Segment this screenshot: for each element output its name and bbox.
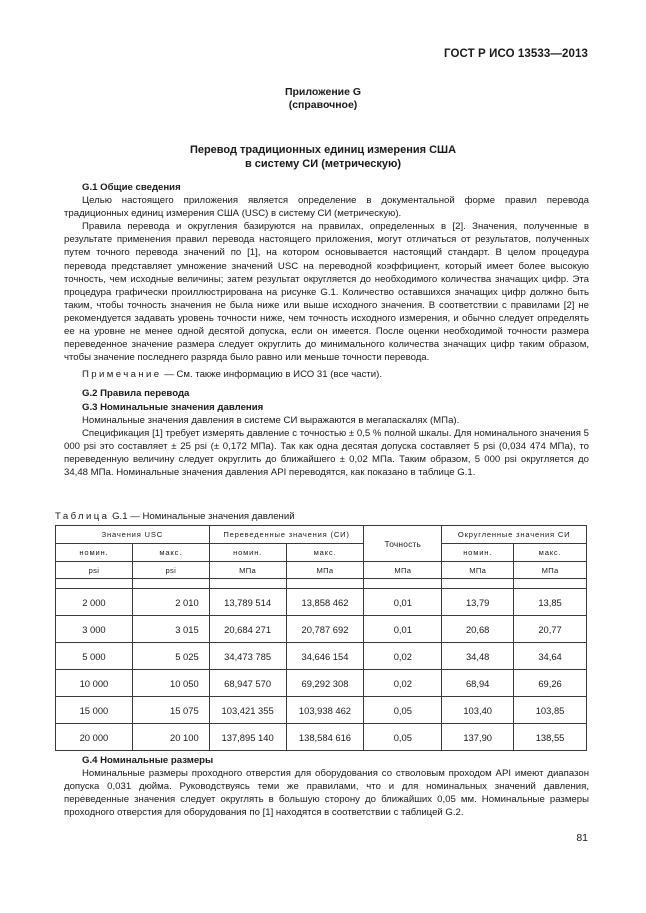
paragraph: Спецификация [1] требует измерять давление с точностью ± 0,5 % полной шкалы. Для номинального значения 5 000 psi это составляет ± 25 psi (± 0,172 МПа). Так как одна десятая допуска составляет 5 psi (0,034 474 МПа), то переведенную величину следует округлить до ближайшего ± 0,02 МПа. Таким образом, 5 000 psi округляется до 34,48 МПа. Номинальные значения давления API переводятся, как показано в таблице G.1. xyxy=(64,427,589,478)
section-g4-heading: G.4 Номинальные размеры xyxy=(82,755,214,766)
table-cell: 34,473 785 xyxy=(209,643,286,670)
unit-mpa: МПа xyxy=(286,562,364,579)
unit-psi: psi xyxy=(132,562,209,579)
paragraph: Целью настоящего приложения является определение в документальной форме правил перевода традиционных единиц измерения США (USC) в систему СИ (метрическую). xyxy=(64,195,589,220)
table-cell: 10 000 xyxy=(56,670,133,697)
header-rounded: Округленные значения СИ xyxy=(442,526,587,544)
annex-title-line2: в систему СИ (метрическую) xyxy=(244,158,402,170)
table-cell: 138,55 xyxy=(514,724,587,751)
table-cell: 0,05 xyxy=(364,697,442,724)
table-cell: 13,85 xyxy=(514,589,587,616)
note-text: — См. также информацию в ИСО 31 (все части). xyxy=(161,369,382,381)
annex-type: (справочное) xyxy=(288,99,358,111)
table-cell: 3 000 xyxy=(56,616,133,643)
table-cell: 13,858 462 xyxy=(286,589,364,616)
table-cell: 20 100 xyxy=(132,724,209,751)
table-row xyxy=(56,616,587,643)
header-nomin: номин. xyxy=(442,544,514,562)
header-maks: макс. xyxy=(514,544,587,562)
table-cell: 20,77 xyxy=(514,616,587,643)
table-cell: 0,02 xyxy=(364,643,442,670)
table-cell: 34,646 154 xyxy=(286,643,364,670)
table-cell: 103,85 xyxy=(514,697,587,724)
note xyxy=(64,368,589,381)
table-cell: 5 000 xyxy=(56,643,133,670)
header-usc: Значения USC xyxy=(56,526,210,544)
table-caption xyxy=(55,511,295,522)
table-cell: 3 015 xyxy=(132,616,209,643)
paragraph: Номинальные размеры проходного отверстия для оборудования со стволовым проходом API имеют диапазон допуска 0,031 дюйма. Руководствуясь теми же правилами, что и для номинальных значений давления, переведенные значения следует округлять в большую сторону до ближайших 0,05 мм. Номинальные размеры проходного отверстия для оборудования по [1] находятся в соответствии с таблицей G.2. xyxy=(64,768,589,819)
unit-mpa: МПа xyxy=(209,562,286,579)
annex-title xyxy=(0,143,646,171)
header-maks: макс. xyxy=(132,544,209,562)
table-row xyxy=(56,724,587,751)
table-cell: 0,01 xyxy=(364,589,442,616)
annex-label-block xyxy=(0,86,646,112)
table-cell: 5 025 xyxy=(132,643,209,670)
table-cell: 2 010 xyxy=(132,589,209,616)
table-row xyxy=(56,643,587,670)
page-number: 81 xyxy=(576,832,588,844)
section-g3-heading: G.3 Номинальные значения давления xyxy=(82,401,264,413)
table-cell: 103,421 355 xyxy=(209,697,286,724)
unit-mpa: МПа xyxy=(514,562,587,579)
table-cell: 20 000 xyxy=(56,724,133,751)
table-cell: 0,01 xyxy=(364,616,442,643)
table-row xyxy=(56,697,587,724)
paragraph: Номинальные значения давления в системе СИ выражаются в мегапаскалях (МПа). xyxy=(82,414,460,426)
section-g2-heading: G.2 Правила перевода xyxy=(82,388,190,400)
table-cell: 103,938 462 xyxy=(286,697,364,724)
table-cell: 15 000 xyxy=(56,697,133,724)
main-text-continued xyxy=(64,754,589,819)
unit-mpa: МПа xyxy=(364,562,442,579)
table-cell: 0,05 xyxy=(364,724,442,751)
header-si: Переведенные значения (СИ) xyxy=(209,526,364,544)
unit-mpa: МПа xyxy=(442,562,514,579)
table-cell: 138,584 616 xyxy=(286,724,364,751)
table-cell: 15 075 xyxy=(132,697,209,724)
document-code: ГОСТ Р ИСО 13533—2013 xyxy=(443,48,588,60)
table-cell: 20,787 692 xyxy=(286,616,364,643)
table-cell: 13,789 514 xyxy=(209,589,286,616)
table-cell: 137,895 140 xyxy=(209,724,286,751)
table-cell: 103,40 xyxy=(442,697,514,724)
table-cell: 2 000 xyxy=(56,589,133,616)
table-cell: 137,90 xyxy=(442,724,514,751)
table-cell: 0,02 xyxy=(364,670,442,697)
header-accuracy: Точность xyxy=(364,526,442,562)
table-cell: 20,68 xyxy=(442,616,514,643)
header-nomin: номин. xyxy=(209,544,286,562)
table-cell: 68,94 xyxy=(442,670,514,697)
table-cell: 69,292 308 xyxy=(286,670,364,697)
table-cell: 10 050 xyxy=(132,670,209,697)
table-caption-text: G.1 — Номинальные значения давлений xyxy=(109,511,295,522)
table-cell: 68,947 570 xyxy=(209,670,286,697)
table-row xyxy=(56,589,587,616)
unit-psi: psi xyxy=(56,562,133,579)
pressure-table xyxy=(55,525,587,751)
header-nomin: номин. xyxy=(56,544,133,562)
paragraph: Правила перевода и округления базируются на правилах, определенных в [2]. Значения, полученные в результате применения правил перевода настоящего приложения, могут отличаться от результатов, полученных путем точного перевода значений по [1], на котором основывается настоящий стандарт. В целом процедура перевода представляет умножение значений USC на переводной коэффициент, который имеет более высокую точность, чем исходные величины; затем результат округляется до необходимого количества значащих цифр. Эта процедура графически проиллюстрирована на рисунке G.1. Количество оставшихся значащих цифр должно быть таким, чтобы точность значения не была ниже или выше исходного значения. В соответствии с правилами [2] не рекомендуется задавать уровень точности ниже, чем точность исходного измерения, и обычно следует определять ее на уровне не менее одной десятой допуска, если он имеется. После оценки необходимой точности размера переведенное значение размера следует округлить до минимального количества значащих цифр таким образом, чтобы значение последнего разряда было равно или меньше точности перевода. xyxy=(64,221,589,364)
table-row xyxy=(56,670,587,697)
section-g1-heading: G.1 Общие сведения xyxy=(82,182,181,193)
table-cell: 13,79 xyxy=(442,589,514,616)
note-label: Примечание xyxy=(82,369,162,381)
table-cell: 34,48 xyxy=(442,643,514,670)
table-cell: 34,64 xyxy=(514,643,587,670)
main-text xyxy=(64,181,589,479)
annex-label: Приложение G xyxy=(284,86,362,98)
table-cell: 20,684 271 xyxy=(209,616,286,643)
annex-title-line1: Перевод традиционных единиц измерения США xyxy=(189,144,457,156)
table-caption-label: Таблица xyxy=(55,511,110,522)
header-maks: макс. xyxy=(286,544,364,562)
table-cell: 69,26 xyxy=(514,670,587,697)
